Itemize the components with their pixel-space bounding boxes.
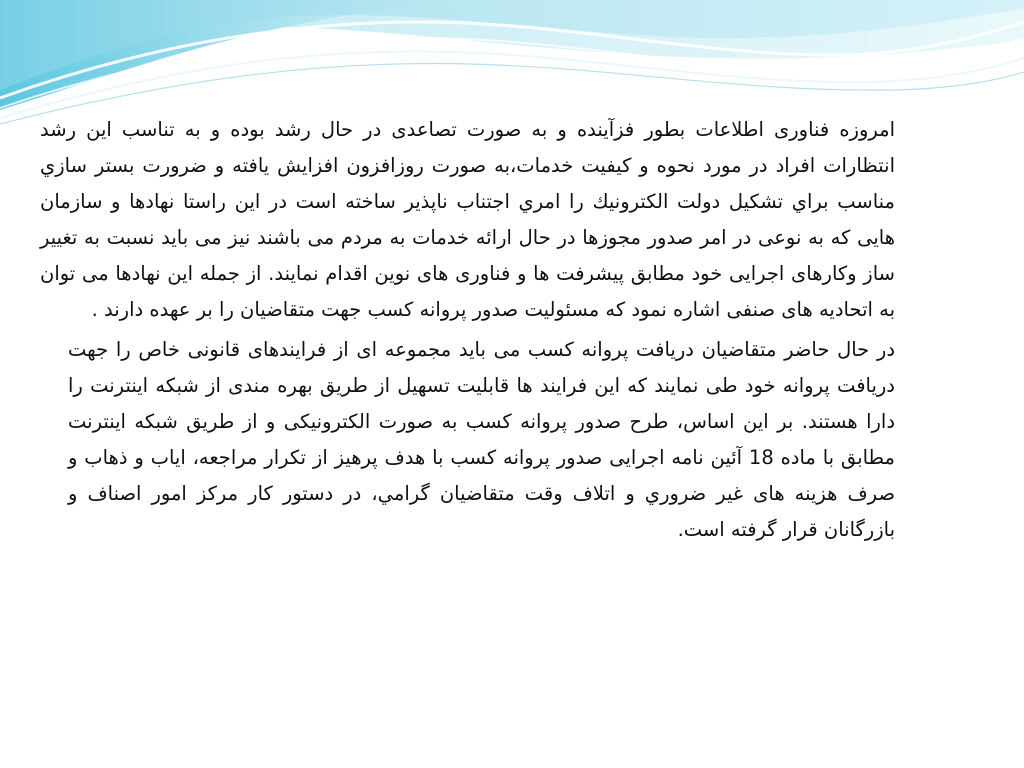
slide-body-text [40, 112, 895, 548]
paragraph-2: در حال حاضر متقاضیان دریافت پروانه کسب می باید مجموعه ای از فرایندهای قانونی خاص را جهت دریافت پروانه خود طی نمایند که این فرایند ها قابلیت تسهیل از طریق بهره مندی از شبکه اینترنت را دارا هستند. بر این اساس، طرح صدور پروانه کسب به صورت الکترونیکی و از طریق شبکه اینترنت مطابق با ماده 18 آئین نامه اجرایی صدور پروانه کسب با هدف پرهیز از تکرار مراجعه، ایاب و ذهاب و صرف هزینه های غیر ضروري و اتلاف وقت متقاضیان گرامي، در دستور کار مرکز امور اصناف و بازرگانان قرار گرفته است. [68, 338, 896, 541]
decorative-wave-header [0, 0, 1024, 130]
paragraph-1: امروزه فناوری اطلاعات بطور فزآینده و به صورت تصاعدی در حال رشد بوده و به تناسب این رشد انتظارات افراد در مورد نحوه و کیفیت خدمات،به صورت روزافزون افزایش یافته و ضرورت بستر سازي مناسب براي تشكيل دولت الكترونيك را امري اجتناب ناپذير ساخته است در این راستا نهادها و سازمان هایی که به نوعی در امر صدور مجوزها در حال ارائه خدمات به مردم می باشند نیز می باید نسبت به تغییر ساز وکارهای اجرایی خود مطابق پیشرفت ها و فناوری های نوین اقدام نمایند. از جمله این نهادها می توان به اتحادیه های صنفی اشاره نمود که مسئولیت صدور پروانه کسب جهت متقاضیان را بر عهده دارند . [40, 118, 895, 321]
wave-highlight-stripe [0, 52, 1024, 118]
